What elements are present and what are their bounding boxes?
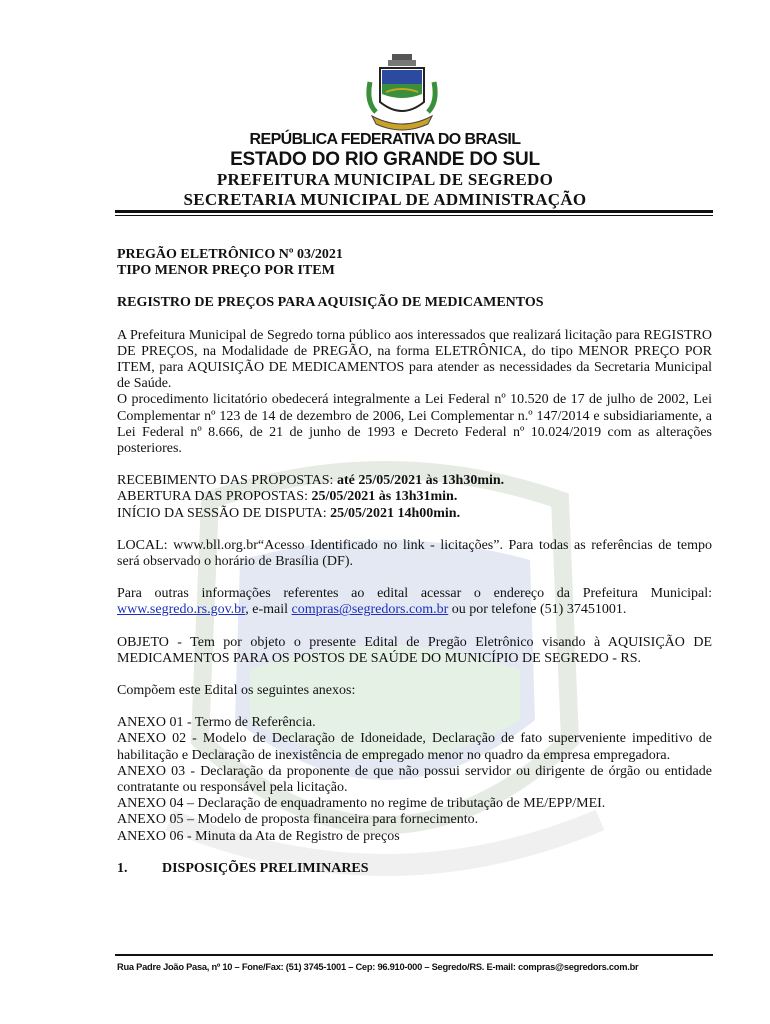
inicio-value: 25/05/2021 14h00min. xyxy=(330,505,461,521)
intro-paragraph-2: O procedimento licitatório obedecerá integralmente a Lei Federal nº 10.520 de 17 de julho de 2002, Lei Complementar nº 123 de 14 de dezembro de 2006, Lei Complementar n.º 147/2014 e subsidiariamente, a Lei Federal nº 8.666, de 21 de junho de 1993 e Decreto Federal nº 10.024/2019 com as alterações posteriores. xyxy=(117,392,712,457)
abertura-line xyxy=(117,489,712,505)
anexo-item: ANEXO 03 - Declaração da proponente de que não possui servidor ou dirigente de órgão ou entidade contratante ou responsável pela licitação. xyxy=(117,763,712,796)
anexo-item: ANEXO 02 - Modelo de Declaração de Idoneidade, Declaração de fato superveniente impeditivo de habilitação e Declaração de inexistência de empregado menor no quadro da empresa empregadora. xyxy=(117,731,712,763)
anexo-item: ANEXO 01 - Termo de Referência. xyxy=(117,715,316,731)
header-estado: ESTADO DO RIO GRANDE DO SUL xyxy=(230,149,540,170)
footer-address: Rua Padre João Pasa, nº 10 – Fone/Fax: (51) 3745-1001 – Cep: 96.910-000 – Segredo/RS. E-mail: compras@segredors.com.br xyxy=(117,962,639,972)
anexo-item: ANEXO 04 – Declaração de enquadramento no regime de tributação de ME/EPP/MEI. xyxy=(117,796,606,812)
contact-text-3: ou por telefone (51) 37451001. xyxy=(448,602,627,618)
abertura-value: 25/05/2021 às 13h31min. xyxy=(311,489,458,505)
local-paragraph: LOCAL: www.bll.org.br“Acesso Identificado no link - licitações”. Para todas as referências de tempo será observado o horário de Brasília (DF). xyxy=(117,537,712,570)
abertura-label: ABERTURA DAS PROPOSTAS: xyxy=(117,489,312,505)
section-title: DISPOSIÇÕES PRELIMINARES xyxy=(162,860,369,876)
section-heading xyxy=(117,861,712,877)
recebimento-value: até 25/05/2021 às 13h30min. xyxy=(336,473,505,489)
recebimento-line xyxy=(117,473,712,489)
header-divider-thin xyxy=(115,215,713,216)
anexos-intro: Compõem este Edital os seguintes anexos: xyxy=(117,683,356,699)
header-republica: REPÚBLICA FEDERATIVA DO BRASIL xyxy=(249,131,521,148)
anexo-item: ANEXO 05 – Modelo de proposta financeira para fornecimento. xyxy=(117,812,479,828)
footer-divider xyxy=(115,954,713,956)
site-link[interactable]: www.segredo.rs.gov.br xyxy=(117,602,246,618)
inicio-label: INÍCIO DA SESSÃO DE DISPUTA: xyxy=(117,505,331,521)
section-number: 1. xyxy=(117,860,128,876)
contact-paragraph xyxy=(117,586,712,618)
header-prefeitura: PREFEITURA MUNICIPAL DE SEGREDO xyxy=(216,170,554,189)
header-divider-thick xyxy=(115,210,713,213)
header-secretaria: SECRETARIA MUNICIPAL DE ADMINISTRAÇÃO xyxy=(183,190,587,209)
objeto-paragraph: OBJETO - Tem por objeto o presente Edital de Pregão Eletrônico visando à AQUISIÇÃO DE MEDICAMENTOS PARA OS POSTOS DE SAÚDE DO MUNICÍPIO DE SEGREDO - RS. xyxy=(117,634,712,666)
pregao-tipo: TIPO MENOR PREÇO POR ITEM xyxy=(117,263,335,279)
email-link[interactable]: compras@segredors.com.br xyxy=(291,602,449,618)
anexo-item: ANEXO 06 - Minuta da Ata de Registro de preços xyxy=(117,828,400,844)
registro-title: REGISTRO DE PREÇOS PARA AQUISIÇÃO DE MEDICAMENTOS xyxy=(117,295,544,311)
intro-paragraph-1: A Prefeitura Municipal de Segredo torna público aos interessados que realizará licitação para REGISTRO DE PREÇOS, na Modalidade de PREGÃO, na forma ELETRÔNICA, do tipo MENOR PREÇO POR ITEM, para AQUISIÇÃO DE MEDICAMENTOS para atender as necessidades da Secretaria Municipal de Saúde. xyxy=(117,327,712,392)
pregao-title: PREGÃO ELETRÔNICO Nº 03/2021 xyxy=(117,247,343,262)
inicio-line xyxy=(117,506,712,522)
contact-text-2: , e-mail xyxy=(245,602,292,618)
recebimento-label: RECEBIMENTO DAS PROPOSTAS: xyxy=(117,473,337,489)
contact-text-1: Para outras informações referentes ao edital acessar o endereço da Prefeitura Municipal: xyxy=(117,586,712,602)
municipal-crest-icon xyxy=(366,52,438,134)
document-body xyxy=(117,247,712,877)
